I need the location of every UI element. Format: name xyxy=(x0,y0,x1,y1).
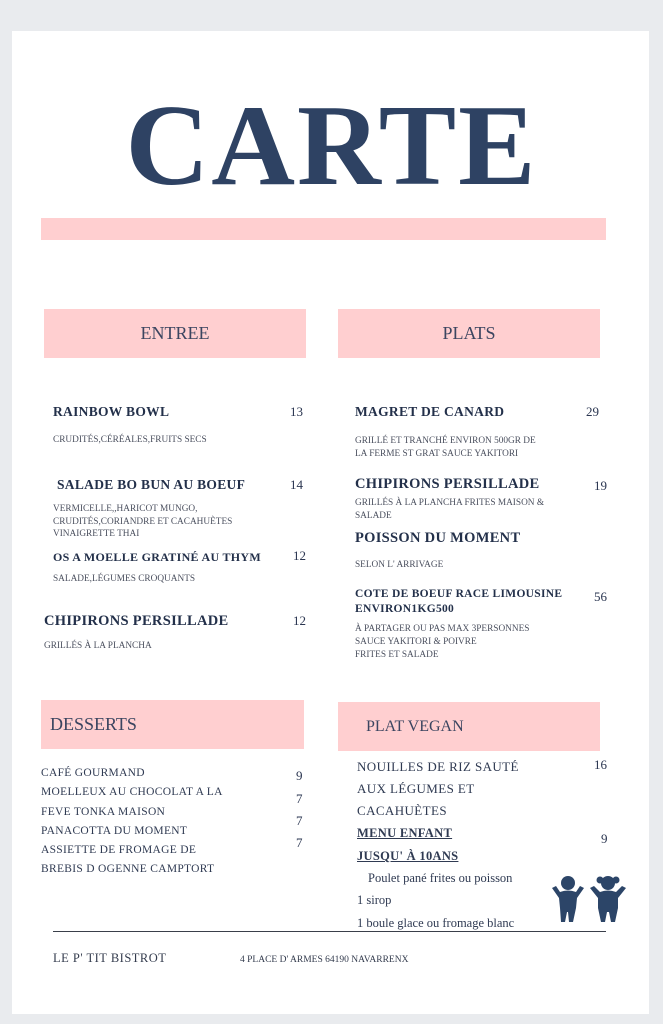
entree-desc: SALADE,LÉGUMES CROQUANTS xyxy=(53,574,196,584)
kids-menu-item: 1 sirop xyxy=(357,893,392,907)
plat-desc: GRILLÉS À LA PLANCHA FRITES MAISON & xyxy=(355,498,545,508)
restaurant-address: 4 PLACE D' ARMES 64190 NAVARRENX xyxy=(240,955,409,965)
vegan-line: CACAHUÈTES xyxy=(357,803,447,818)
vegan-line: NOUILLES DE RIZ SAUTÉ xyxy=(357,759,519,774)
plat-name: COTE DE BOEUF RACE LIMOUSINE xyxy=(355,588,563,600)
entree-desc: CRUDITÉS,CORIANDRE ET CACAHUÈTES xyxy=(53,517,233,527)
plat-desc: SELON L' ARRIVAGE xyxy=(355,560,444,570)
dessert-name: ASSIETTE DE FROMAGE DE xyxy=(41,844,197,856)
restaurant-name: LE P' TIT BISTROT xyxy=(53,951,167,965)
entree-price: 13 xyxy=(290,404,303,419)
vegan-line: AUX LÉGUMES ET xyxy=(357,781,475,796)
menu-title: CARTE xyxy=(125,82,538,210)
section-header-entree-label: ENTREE xyxy=(140,323,210,343)
entree-price: 14 xyxy=(290,477,303,492)
entree-name: SALADE BO BUN AU BOEUF xyxy=(57,477,246,492)
children-icon xyxy=(549,872,629,924)
plat-desc: À PARTAGER OU PAS MAX 3PERSONNES xyxy=(355,624,530,634)
plat-desc: SAUCE YAKITORI & POIVRE xyxy=(355,637,477,647)
plat-desc: GRILLÉ ET TRANCHÉ ENVIRON 500GR DE xyxy=(355,436,536,446)
dessert-name: CAFÉ GOURMAND xyxy=(41,767,145,779)
entree-desc: VERMICELLE,,HARICOT MUNGO, xyxy=(53,504,198,514)
plat-price: 19 xyxy=(594,478,607,493)
plat-desc: SALADE xyxy=(355,511,392,521)
entree-desc: VINAIGRETTE THAI xyxy=(53,529,140,539)
kids-menu-title: MENU ENFANT xyxy=(357,826,453,840)
section-header-desserts-label: DESSERTS xyxy=(50,714,137,734)
entree-price: 12 xyxy=(293,548,306,563)
entree-desc: GRILLÉS À LA PLANCHA xyxy=(44,641,152,651)
plat-desc: LA FERME ST GRAT SAUCE YAKITORI xyxy=(355,449,519,459)
title-underline-bar xyxy=(41,218,606,240)
dessert-name: BREBIS D OGENNE CAMPTORT xyxy=(41,863,215,875)
section-header-plats xyxy=(338,309,600,358)
section-header-vegan-label: PLAT VEGAN xyxy=(366,717,464,735)
vegan-price: 16 xyxy=(594,757,607,772)
section-header-vegan xyxy=(338,702,600,751)
kids-menu-item: 1 boule glace ou fromage blanc xyxy=(357,916,515,930)
entree-name: OS A MOELLE GRATINÉ AU THYM xyxy=(53,550,262,564)
dessert-name: PANACOTTA DU MOMENT xyxy=(41,825,188,837)
dessert-price: 7 xyxy=(296,791,303,806)
plat-name: MAGRET DE CANARD xyxy=(355,404,505,419)
footer-divider xyxy=(53,931,606,932)
dessert-price: 7 xyxy=(296,835,303,850)
plat-name: CHIPIRONS PERSILLADE xyxy=(355,476,540,492)
section-header-entree xyxy=(44,309,306,358)
dessert-name: FEVE TONKA MAISON xyxy=(41,806,166,818)
kids-menu-item: Poulet pané frites ou poisson xyxy=(368,871,513,885)
dessert-name: MOELLEUX AU CHOCOLAT A LA xyxy=(41,786,223,798)
plat-price: 56 xyxy=(594,589,607,604)
plat-desc: FRITES ET SALADE xyxy=(355,650,439,660)
plat-name: ENVIRON1KG500 xyxy=(355,603,455,615)
plat-name: POISSON DU MOMENT xyxy=(355,530,521,546)
section-header-desserts xyxy=(41,700,304,749)
entree-name: CHIPIRONS PERSILLADE xyxy=(44,613,229,629)
entree-desc: CRUDITÉS,CÉRÉALES,FRUITS SECS xyxy=(53,435,207,445)
plat-price: 29 xyxy=(586,404,599,419)
entree-name: RAINBOW BOWL xyxy=(53,404,170,419)
kids-menu-subtitle: JUSQU' À 10ANS xyxy=(357,849,459,863)
section-header-plats-label: PLATS xyxy=(442,323,496,343)
dessert-price: 9 xyxy=(296,768,303,783)
entree-price: 12 xyxy=(293,613,306,628)
dessert-price: 7 xyxy=(296,813,303,828)
kids-menu-price: 9 xyxy=(601,831,608,846)
